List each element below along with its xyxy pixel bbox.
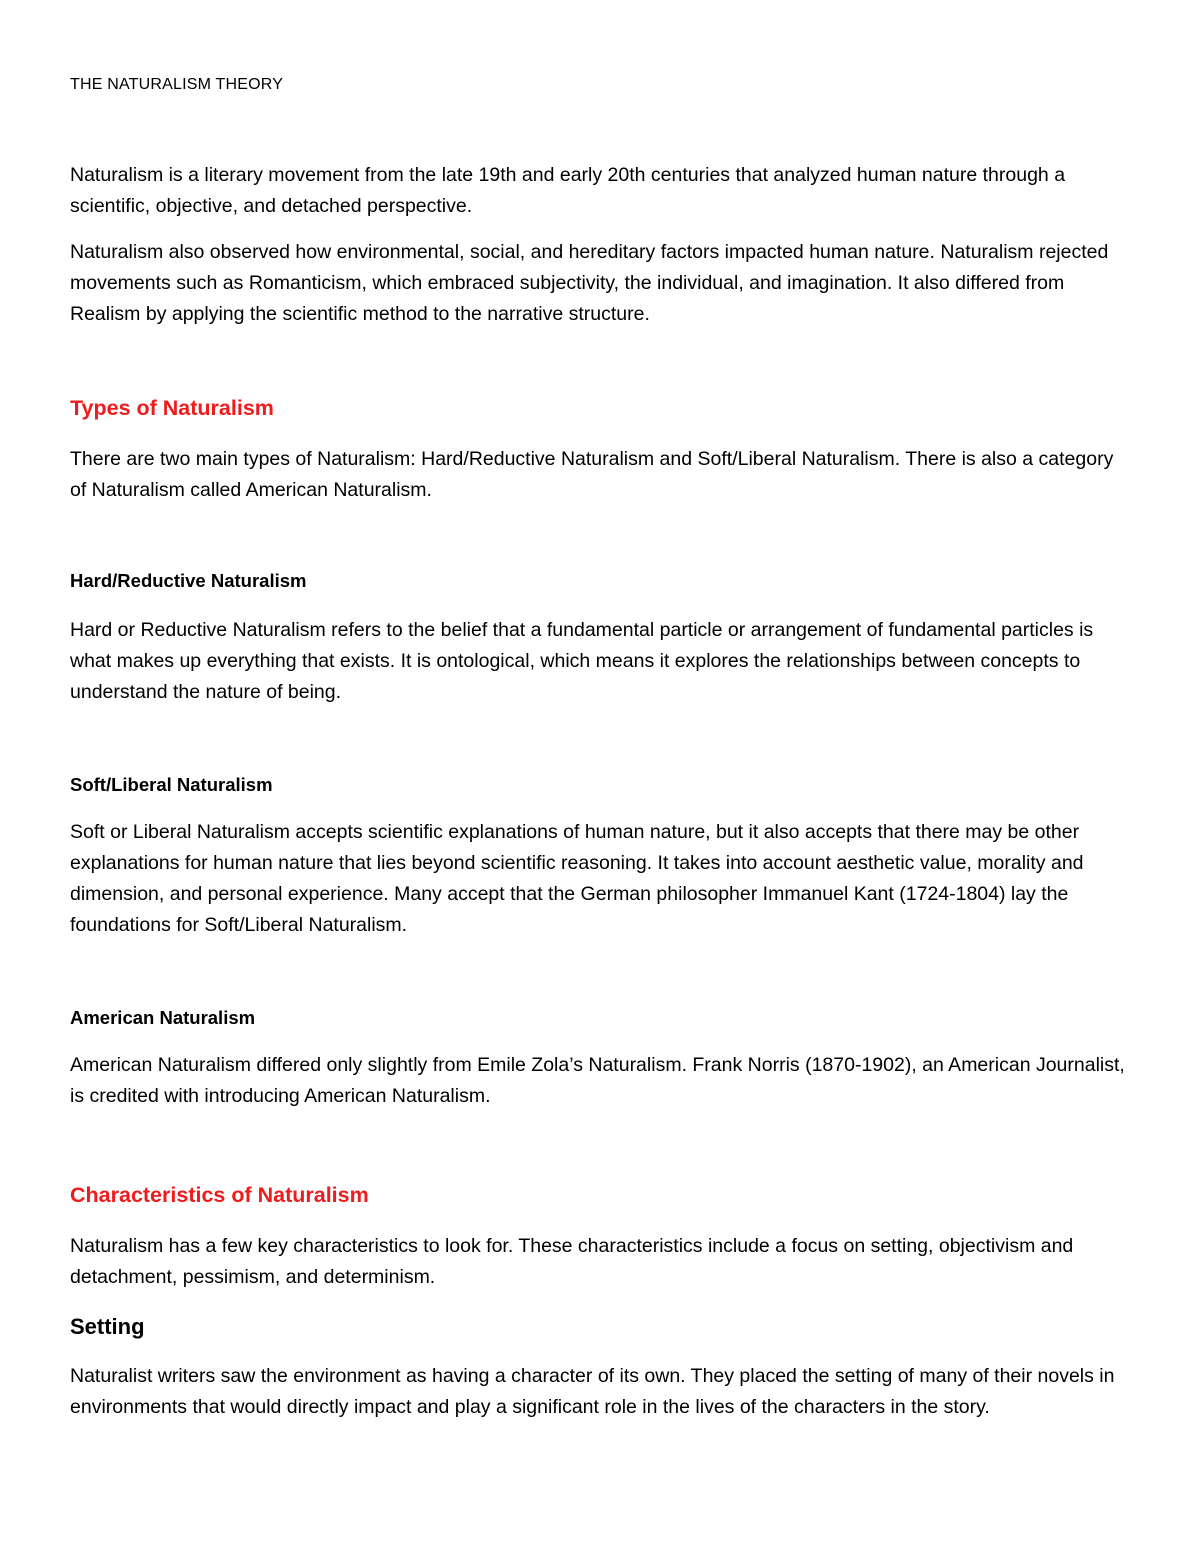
setting-heading: Setting [70,1314,145,1339]
american-naturalism-paragraph: American Naturalism differed only slightly from Emile Zola’s Naturalism. Frank Norris (1870-1902), an American Journalist, is credited with introducing American Naturalism. [70,1054,1125,1107]
characteristics-heading: Characteristics of Naturalism [70,1183,369,1207]
soft-naturalism-paragraph: Soft or Liberal Naturalism accepts scientific explanations of human nature, but it also accepts that there may be other explanations for human nature that lies beyond scientific reasoning. It takes into account aesthetic value, morality and dimension, and personal experience. Many accept that the German philosopher Immanuel Kant (1724-1804) lay the foundations for Soft/Liberal Naturalism. [70,821,1084,936]
hard-naturalism-paragraph: Hard or Reductive Naturalism refers to the belief that a fundamental particle or arrangement of fundamental particles is what makes up everything that exists. It is ontological, which means it explores the relationships between concepts to understand the nature of being. [70,619,1094,703]
american-naturalism-heading: American Naturalism [70,1007,256,1028]
intro-paragraph-1: Naturalism is a literary movement from the late 19th and early 20th centuries that analyzed human nature through a scientific, objective, and detached perspective. [70,164,1066,217]
characteristics-intro-paragraph: Naturalism has a few key characteristics to look for. These characteristics include a focus on setting, objectivism and detachment, pessimism, and determinism. [70,1235,1074,1288]
intro-paragraph-2: Naturalism also observed how environmental, social, and hereditary factors impacted human nature. Naturalism rejected movements such as Romanticism, which embraced subjectivity, the individual, and imagination. It also differed from Realism by applying the scientific method to the narrative structure. [70,241,1109,325]
soft-naturalism-heading: Soft/Liberal Naturalism [70,774,273,795]
types-intro-paragraph: There are two main types of Naturalism: Hard/Reductive Naturalism and Soft/Liberal Naturalism. There is also a category of Naturalism called American Naturalism. [70,448,1114,501]
setting-paragraph: Naturalist writers saw the environment as having a character of its own. They placed the setting of many of their novels in environments that would directly impact and play a significant role in the lives of the characters in the story. [70,1365,1115,1418]
hard-naturalism-heading: Hard/Reductive Naturalism [70,570,307,591]
types-heading: Types of Naturalism [70,396,274,420]
document-header: THE NATURALISM THEORY [70,76,284,93]
